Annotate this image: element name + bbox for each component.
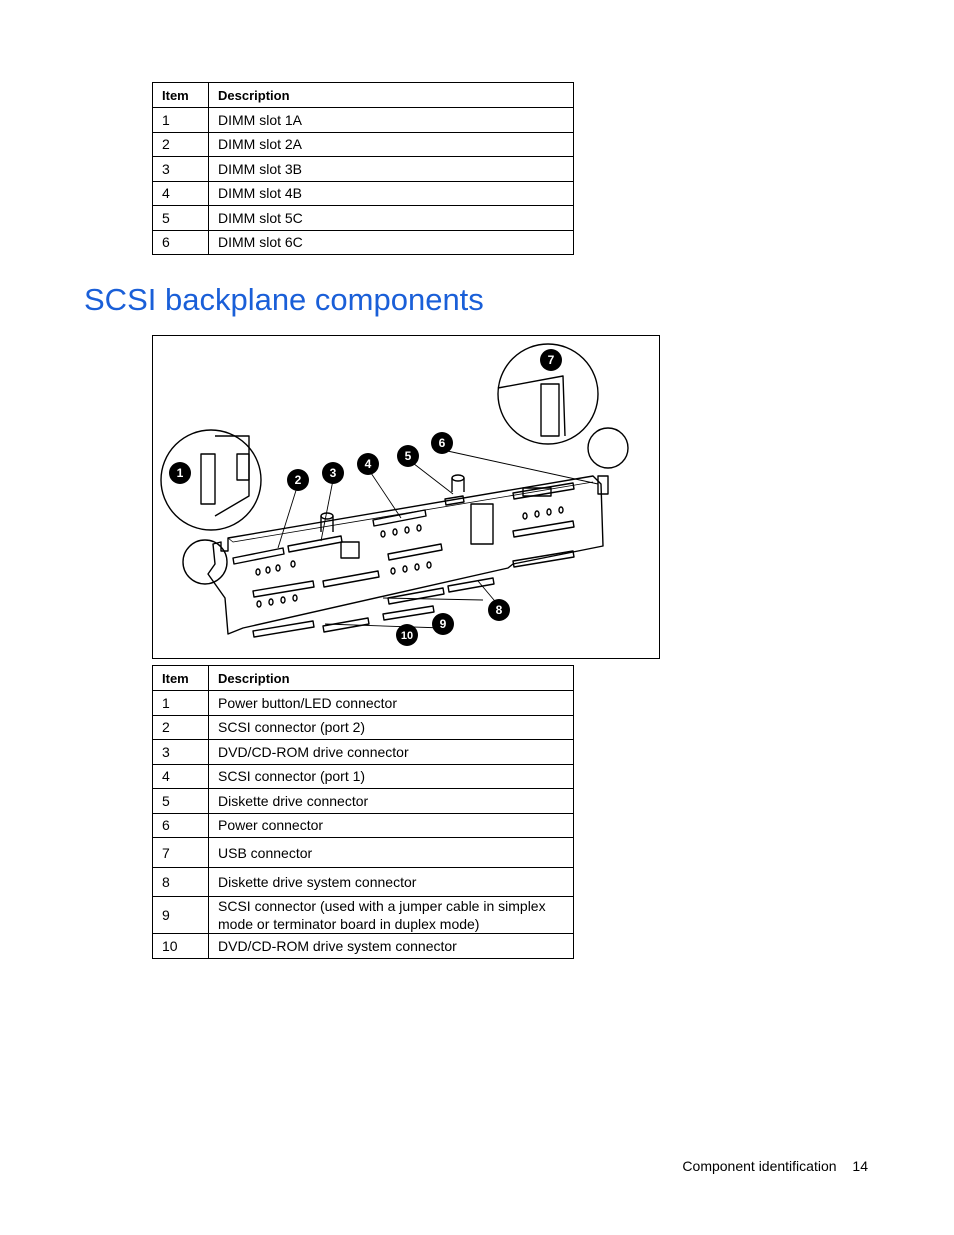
callout-label-4: 4 <box>364 457 372 471</box>
item-description: DVD/CD-ROM drive system connector <box>209 934 574 959</box>
connector-slot <box>323 571 379 587</box>
item-description: DIMM slot 5C <box>209 206 574 231</box>
item-number: 1 <box>153 108 209 133</box>
board-cutout <box>341 542 359 558</box>
connector-slot <box>388 544 442 560</box>
item-number: 4 <box>153 181 209 206</box>
connector-slot <box>383 606 434 620</box>
scsi-component-table <box>152 665 574 959</box>
standoff-post <box>321 513 333 519</box>
callout-label-5: 5 <box>404 449 412 463</box>
table-row <box>153 897 574 934</box>
table-row <box>153 108 574 133</box>
callout-label-8: 8 <box>495 603 503 617</box>
connector-slot <box>513 521 574 537</box>
table-header-row <box>153 666 574 691</box>
item-number: 4 <box>153 764 209 789</box>
item-description: DVD/CD-ROM drive connector <box>209 740 574 765</box>
item-number: 8 <box>153 868 209 897</box>
board-cutout <box>471 504 493 544</box>
table-row <box>153 715 574 740</box>
table-header-row <box>153 83 574 108</box>
table-row <box>153 691 574 716</box>
item-description: SCSI connector (port 2) <box>209 715 574 740</box>
item-description: Diskette drive connector <box>209 789 574 814</box>
mounting-holes <box>256 507 563 607</box>
scsi-backplane-figure <box>152 335 660 659</box>
item-number: 3 <box>153 740 209 765</box>
connector-slot <box>388 588 444 604</box>
item-description: Power button/LED connector <box>209 691 574 716</box>
item-number: 6 <box>153 230 209 255</box>
connector-slot <box>253 581 314 597</box>
footer-section-label: Component identification <box>682 1158 837 1174</box>
item-description: DIMM slot 2A <box>209 132 574 157</box>
item-number: 1 <box>153 691 209 716</box>
table-row <box>153 230 574 255</box>
table-row <box>153 764 574 789</box>
item-number: 7 <box>153 838 209 868</box>
item-description: DIMM slot 1A <box>209 108 574 133</box>
column-header-description: Description <box>209 83 574 108</box>
item-description: SCSI connector (port 1) <box>209 764 574 789</box>
backplane-illustration <box>153 336 659 658</box>
dimm-slot-table <box>152 82 574 255</box>
table-row <box>153 181 574 206</box>
table-row <box>153 789 574 814</box>
table-row <box>153 813 574 838</box>
item-description: Power connector <box>209 813 574 838</box>
item-number: 2 <box>153 132 209 157</box>
detail-source-7 <box>588 428 628 468</box>
connector-slot <box>233 548 284 564</box>
item-number: 2 <box>153 715 209 740</box>
item-description: Diskette drive system connector <box>209 868 574 897</box>
usb-port-detail <box>598 476 608 494</box>
item-number: 5 <box>153 789 209 814</box>
item-description: DIMM slot 4B <box>209 181 574 206</box>
table-row <box>153 206 574 231</box>
page-number: 14 <box>852 1158 868 1174</box>
callout-label-7: 7 <box>547 353 555 367</box>
item-description: DIMM slot 3B <box>209 157 574 182</box>
item-number: 6 <box>153 813 209 838</box>
callout-badges <box>169 349 562 646</box>
callout-label-9: 9 <box>439 617 447 631</box>
table-row <box>153 157 574 182</box>
item-description: DIMM slot 6C <box>209 230 574 255</box>
callout-label-3: 3 <box>329 466 337 480</box>
page-footer <box>682 1158 868 1174</box>
column-header-item: Item <box>153 666 209 691</box>
item-description: SCSI connector (used with a jumper cable in simplex mode or terminator board in duplex mode) <box>209 897 574 934</box>
column-header-description: Description <box>209 666 574 691</box>
standoff-post <box>452 475 464 481</box>
item-description: USB connector <box>209 838 574 868</box>
section-title: SCSI backplane components <box>84 282 484 317</box>
connector-slot <box>288 536 342 552</box>
table-row <box>153 838 574 868</box>
table-row <box>153 740 574 765</box>
item-number: 10 <box>153 934 209 959</box>
table-row <box>153 132 574 157</box>
table-row <box>153 868 574 897</box>
callout-label-10: 10 <box>400 630 414 642</box>
item-number: 3 <box>153 157 209 182</box>
callout-label-6: 6 <box>438 436 446 450</box>
item-number: 9 <box>153 897 209 934</box>
table-row <box>153 934 574 959</box>
column-header-item: Item <box>153 83 209 108</box>
item-number: 5 <box>153 206 209 231</box>
callout-label-1: 1 <box>176 466 184 480</box>
detail-source-1 <box>183 540 227 584</box>
callout-label-2: 2 <box>294 473 302 487</box>
